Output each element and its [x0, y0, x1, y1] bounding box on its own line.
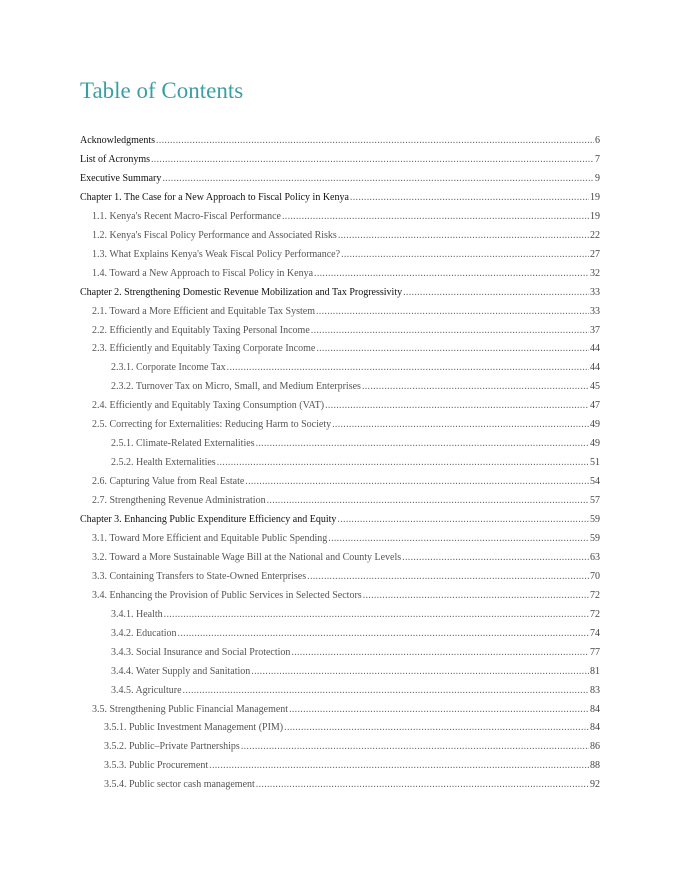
toc-entry-page-number: 83 [590, 684, 600, 696]
toc-entry[interactable] [111, 608, 600, 622]
toc-entry-page-number: 57 [590, 495, 600, 507]
toc-entry-page-number: 59 [590, 532, 600, 544]
dot-leader [256, 778, 589, 792]
dot-leader [363, 589, 589, 603]
dot-leader [256, 437, 589, 451]
toc-entry-page-number: 19 [590, 191, 600, 203]
toc-entry-page-number: 86 [590, 741, 600, 753]
toc-entry-label: 1.1. Kenya's Recent Macro-Fiscal Performance [92, 210, 281, 222]
toc-entry[interactable] [111, 361, 600, 375]
dot-leader [291, 646, 589, 660]
toc-entry-page-number: 32 [590, 267, 600, 279]
toc-entry-page-number: 49 [590, 419, 600, 431]
toc-entry[interactable] [92, 703, 600, 717]
toc-entry[interactable] [80, 153, 600, 167]
toc-entry-label: 1.4. Toward a New Approach to Fiscal Policy in Kenya [92, 267, 314, 279]
toc-entry[interactable] [92, 475, 600, 489]
dot-leader [267, 494, 589, 508]
toc-entry-label: 3.3. Containing Transfers to State-Owned Enterprises [92, 570, 307, 582]
toc-entry-label: 3.4. Enhancing the Provision of Public Services in Selected Sectors [92, 589, 362, 601]
toc-entry[interactable] [104, 778, 600, 792]
toc-entry[interactable] [92, 399, 600, 413]
toc-entry-label: 3.1. Toward More Efficient and Equitable Public Spending [92, 532, 328, 544]
toc-entry-page-number: 45 [590, 381, 600, 393]
toc-entry-label: 1.3. What Explains Kenya's Weak Fiscal Policy Performance? [92, 248, 341, 260]
toc-entry[interactable] [92, 494, 600, 508]
toc-entry-label: 3.5.1. Public Investment Management (PIM) [104, 722, 284, 734]
toc-entry-page-number: 22 [590, 229, 600, 241]
toc-entry[interactable] [111, 627, 600, 641]
toc-entry[interactable] [92, 418, 600, 432]
dot-leader [402, 551, 589, 565]
toc-entry[interactable] [92, 324, 600, 338]
toc-entry-page-number: 92 [590, 779, 600, 791]
toc-entry-page-number: 33 [590, 305, 600, 317]
toc-entry-page-number: 59 [590, 514, 600, 525]
toc-entry-page-number: 33 [590, 286, 600, 298]
toc-entry-page-number: 44 [590, 343, 600, 355]
toc-entry[interactable] [92, 342, 600, 356]
toc-entry-label: 3.4.2. Education [111, 627, 177, 639]
toc-entry-page-number: 27 [590, 248, 600, 260]
toc-entry-label: 2.6. Capturing Value from Real Estate [92, 476, 245, 488]
toc-entry[interactable] [80, 172, 600, 186]
toc-entry[interactable] [111, 380, 600, 394]
toc-entry-label: 3.5.2. Public–Private Partnerships [104, 741, 240, 753]
toc-entry[interactable] [92, 210, 600, 224]
toc-entry-page-number: 49 [590, 438, 600, 450]
toc-entry-label: 3.5.3. Public Procurement [104, 760, 209, 772]
toc-entry-label: Chapter 3. Enhancing Public Expenditure Efficiency and Equity [80, 514, 337, 525]
toc-entry[interactable] [104, 740, 600, 754]
dot-leader [289, 703, 589, 717]
toc-entry[interactable] [92, 305, 600, 319]
toc-entry-label: 2.4. Efficiently and Equitably Taxing Consumption (VAT) [92, 400, 325, 412]
toc-entry-label: 3.5. Strengthening Public Financial Management [92, 703, 289, 715]
toc-entry-page-number: 84 [590, 703, 600, 715]
toc-entry-label: 1.2. Kenya's Fiscal Policy Performance and Associated Risks [92, 229, 337, 241]
dot-leader [328, 532, 589, 546]
toc-entry-label: 2.2. Efficiently and Equitably Taxing Personal Income [92, 324, 310, 336]
toc-entry-label: 2.3.2. Turnover Tax on Micro, Small, and Medium Enterprises [111, 381, 361, 393]
toc-entry-page-number: 88 [590, 760, 600, 772]
toc-entry-label: 3.4.1. Health [111, 608, 163, 620]
toc-entry-page-number: 74 [590, 627, 600, 639]
toc-entry[interactable] [111, 684, 600, 698]
toc-entry-label: 2.3. Efficiently and Equitably Taxing Corporate Income [92, 343, 316, 355]
toc-entry-page-number: 9 [595, 172, 600, 184]
dot-leader [337, 513, 589, 527]
dot-leader [338, 229, 589, 243]
toc-entry-page-number: 54 [590, 476, 600, 488]
toc-entry[interactable] [111, 665, 600, 679]
toc-entry[interactable] [92, 551, 600, 565]
dot-leader [362, 380, 589, 394]
toc-entry-page-number: 70 [590, 570, 600, 582]
dot-leader [178, 627, 589, 641]
dot-leader [217, 456, 589, 470]
toc-entry-label: 2.7. Strengthening Revenue Administration [92, 495, 266, 507]
toc-entry-label: 3.4.4. Water Supply and Sanitation [111, 665, 251, 677]
toc-entry[interactable] [80, 134, 600, 148]
dot-leader [307, 570, 589, 584]
toc-entry-label: List of Acronyms [80, 153, 150, 165]
dot-leader [325, 399, 589, 413]
dot-leader [156, 134, 594, 148]
toc-entry-page-number: 63 [590, 551, 600, 563]
dot-leader [350, 191, 589, 205]
toc-entry[interactable] [80, 513, 600, 527]
toc-entry[interactable] [111, 646, 600, 660]
dot-leader [403, 286, 589, 300]
toc-entry-page-number: 44 [590, 362, 600, 374]
toc-entry-page-number: 81 [590, 665, 600, 677]
toc-entry-label: 2.1. Toward a More Efficient and Equitable Tax System [92, 305, 315, 317]
toc-entry-page-number: 51 [590, 457, 600, 469]
toc-entry-page-number: 19 [590, 210, 600, 222]
dot-leader [241, 740, 589, 754]
page-title: Table of Contents [80, 78, 244, 103]
toc-entry[interactable] [80, 191, 600, 205]
dot-leader [311, 324, 589, 338]
toc-entry[interactable] [111, 437, 600, 451]
toc-entry[interactable] [92, 589, 600, 603]
toc-entry-label: Acknowledgments [80, 135, 155, 146]
toc-entry-label: 2.3.1. Corporate Income Tax [111, 362, 226, 374]
toc-entry-label: Chapter 1. The Case for a New Approach to Fiscal Policy in Kenya [80, 191, 349, 203]
dot-leader [151, 153, 594, 167]
toc-entry-page-number: 72 [590, 608, 600, 620]
toc-entry-label: 3.5.4. Public sector cash management [104, 779, 255, 791]
dot-leader [314, 267, 589, 281]
toc-entry-label: 3.2. Toward a More Sustainable Wage Bill at the National and County Levels [92, 551, 402, 563]
toc-entry[interactable] [80, 286, 600, 300]
toc-entry-label: 2.5.1. Climate-Related Externalities [111, 438, 255, 450]
toc-entry[interactable] [92, 532, 600, 546]
toc-entry-label: 2.5.2. Health Externalities [111, 457, 216, 469]
toc-entry[interactable] [92, 267, 600, 281]
toc-entry[interactable] [92, 570, 600, 584]
dot-leader [316, 342, 589, 356]
toc-entry-page-number: 47 [590, 400, 600, 412]
toc-entry-label: 2.5. Correcting for Externalities: Reducing Harm to Society [92, 419, 332, 431]
dot-leader [162, 172, 594, 186]
toc-entry[interactable] [92, 248, 600, 262]
toc-entry[interactable] [104, 721, 600, 735]
toc-entry[interactable] [111, 456, 600, 470]
dot-leader [282, 210, 589, 224]
toc-entry-label: Executive Summary [80, 172, 162, 184]
dot-leader [245, 475, 589, 489]
toc-entry-label: 3.4.3. Social Insurance and Social Protection [111, 646, 291, 658]
toc-entry-page-number: 77 [590, 646, 600, 658]
toc-entry-page-number: 7 [595, 153, 600, 165]
dot-leader [183, 684, 589, 698]
dot-leader [332, 418, 589, 432]
toc-entry-page-number: 84 [590, 722, 600, 734]
toc-entry-label: Chapter 2. Strengthening Domestic Revenue Mobilization and Tax Progressivity [80, 286, 403, 298]
toc-entry[interactable] [92, 229, 600, 243]
dot-leader [284, 721, 589, 735]
toc-entry-page-number: 72 [590, 589, 600, 601]
dot-leader [251, 665, 589, 679]
dot-leader [316, 305, 589, 319]
toc-entry-page-number: 37 [590, 324, 600, 336]
toc-entry-page-number: 6 [595, 135, 600, 146]
toc-entry[interactable] [104, 759, 600, 773]
dot-leader [341, 248, 589, 262]
dot-leader [209, 759, 589, 773]
toc-entry-label: 3.4.5. Agriculture [111, 684, 182, 696]
dot-leader [164, 608, 589, 622]
dot-leader [227, 361, 589, 375]
